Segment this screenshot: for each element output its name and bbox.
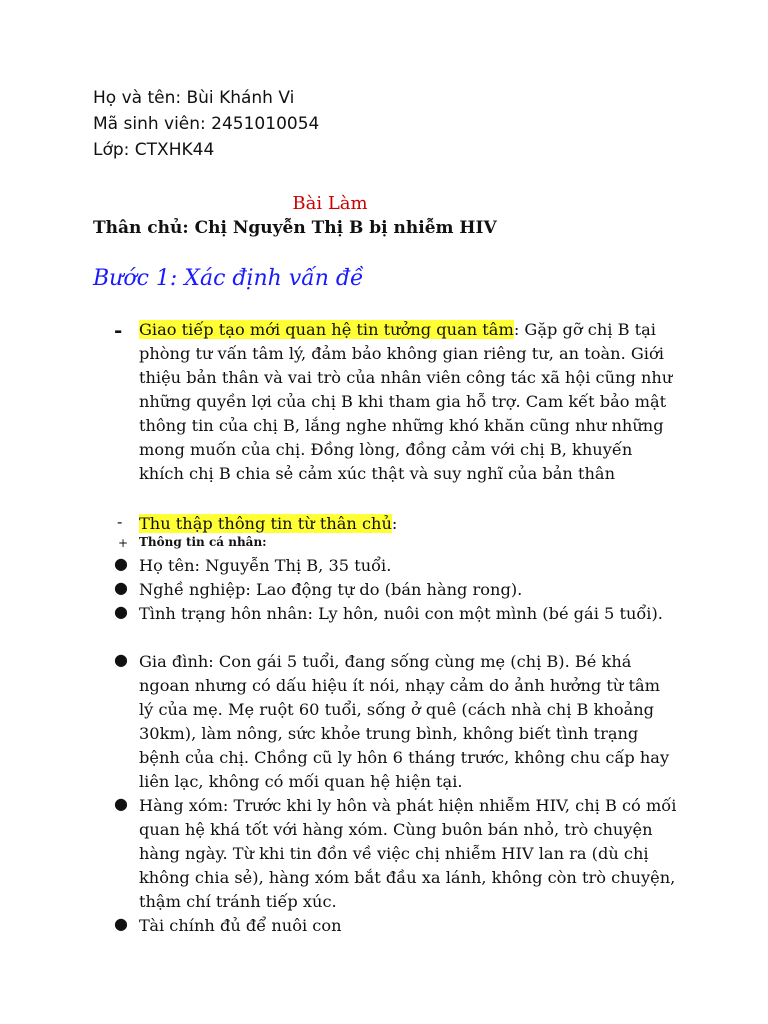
list-item: Tài chính đủ để nuôi con (139, 916, 342, 935)
step-1-heading: Bước 1: Xác định vấn đề (93, 266, 364, 291)
bullet-icon: ● (114, 554, 128, 573)
paragraph-text: : Gặp gỡ chị B tại phòng tư vấn tâm lý, đảm bảo không gian riêng tư, an toàn. Giới thiệu bản thân và vai trò của nhân viên công tác xã hội cũng như những quyền lợi của chị B khi tham gia hỗ trợ. Cam kết bảo mật thông tin của chị B, lắng nghe những khó khăn cũng như những mong muốn của chị. Đồng lòng, đồng cảm với chị B, khuyến khích chị B chia sẻ cảm xúc thật và suy nghĩ của bản thân (139, 320, 673, 483)
bullet-icon: ● (114, 650, 128, 669)
client-heading: Thân chủ: Chị Nguyễn Thị B bị nhiễm HIV (93, 218, 497, 238)
student-name: Họ và tên: Bùi Khánh Vi (93, 88, 295, 108)
bullet-icon: ● (114, 794, 128, 813)
highlighted-phrase: Thu thập thông tin từ thân chủ (139, 514, 392, 533)
communication-paragraph (139, 318, 679, 486)
list-item: Nghề nghiệp: Lao động tự do (bán hàng rong). (139, 580, 523, 599)
highlighted-phrase: Giao tiếp tạo mới quan hệ tin tưởng quan tâm (139, 320, 514, 339)
list-item: Họ tên: Nguyễn Thị B, 35 tuổi. (139, 556, 392, 575)
document-title: Bài Làm (292, 193, 368, 214)
bullet-icon: ● (114, 914, 128, 933)
list-item: Gia đình: Con gái 5 tuổi, đang sống cùng mẹ (chị B). Bé khá ngoan nhưng có dấu hiệu ít nói, nhạy cảm do ảnh hưởng từ tâm lý của mẹ. Mẹ ruột 60 tuổi, sống ở quê (cách nhà chị B khoảng 30km), làm nông, sức khỏe trung bình, không biết tình trạng bệnh của chị. Chồng cũ ly hôn 6 tháng trước, không chu cấp hay liên lạc, không có mối quan hệ hiện tại. (139, 652, 670, 791)
info-gathering-heading (139, 512, 679, 536)
dash-marker: - (114, 318, 123, 342)
colon-text: : (391, 514, 398, 533)
personal-info-label: Thông tin cá nhân: (139, 535, 267, 549)
list-item: Hàng xóm: Trước khi ly hôn và phát hiện nhiễm HIV, chị B có mối quan hệ khá tốt với hàng xóm. Cùng buôn bán nhỏ, trò chuyện hàng ngày. Từ khi tin đồn về việc chị nhiễm HIV lan ra (dù chị không chia sẻ), hàng xóm bắt đầu xa lánh, không còn trò chuyện, thậm chí tránh tiếp xúc. (139, 796, 677, 911)
student-class: Lớp: CTXHK44 (93, 140, 215, 160)
plus-marker: + (118, 536, 129, 550)
bullet-icon: ● (114, 602, 128, 621)
bullet-icon: ● (114, 578, 128, 597)
dash-marker: - (117, 512, 123, 531)
student-id: Mã sinh viên: 2451010054 (93, 114, 320, 134)
list-item: Tình trạng hôn nhân: Ly hôn, nuôi con một mình (bé gái 5 tuổi). (139, 604, 663, 623)
